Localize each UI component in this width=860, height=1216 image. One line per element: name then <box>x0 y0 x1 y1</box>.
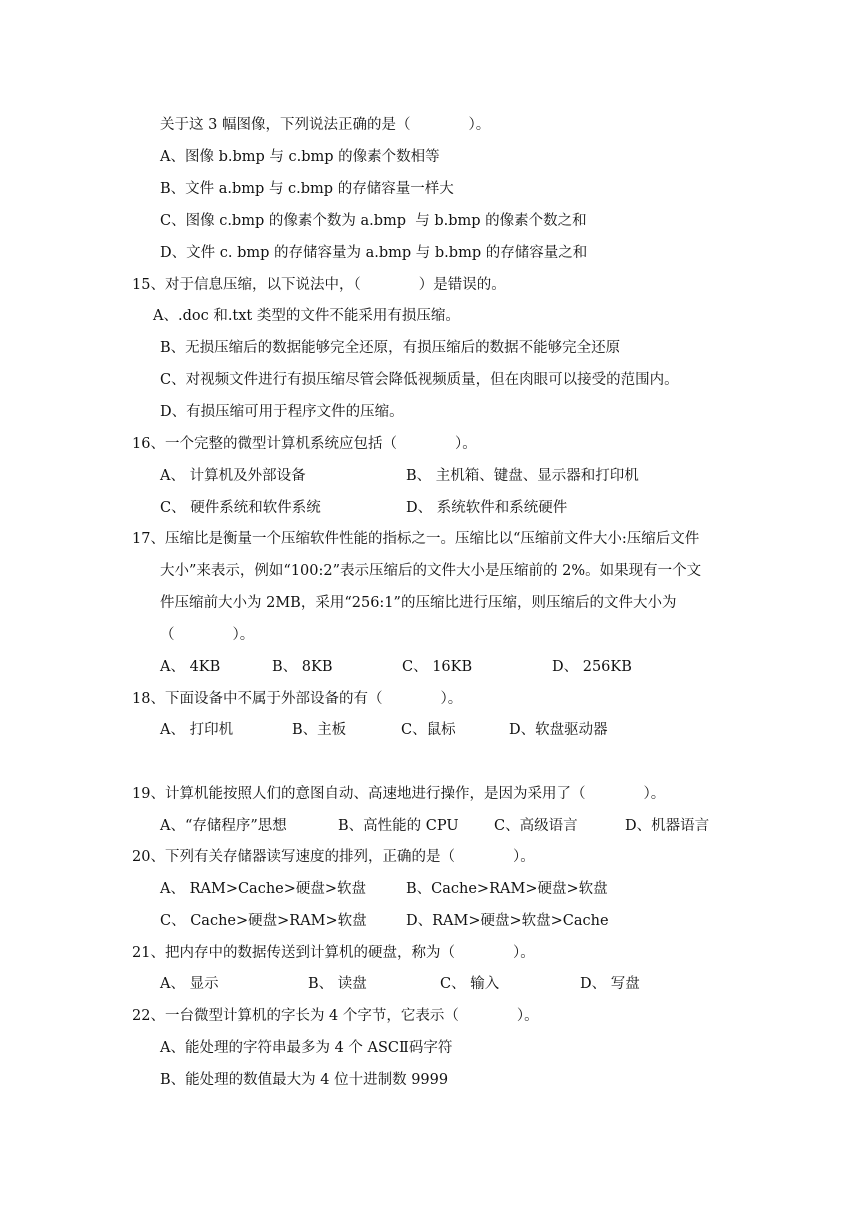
q15-option-c: C、对视频文件进行有损压缩尽管会降低视频质量，但在肉眼可以接受的范围内。 <box>160 372 679 388</box>
q20-option-b: B、Cache>RAM>硬盘>软盘 <box>406 881 608 897</box>
q15-option-b: B、无损压缩后的数据能够完全还原，有损压缩后的数据不能够完全还原 <box>160 340 621 356</box>
q18-option-a: A、 打印机 <box>160 722 234 738</box>
q18-stem: 18、下面设备中不属于外部设备的有（ ）。 <box>132 691 463 707</box>
q20-option-c: C、 Cache>硬盘>RAM>软盘 <box>160 913 367 929</box>
q17-stem-line-4: （ ）。 <box>160 627 255 643</box>
q20-stem: 20、下列有关存储器读写速度的排列，正确的是（ ）。 <box>132 849 535 865</box>
q17-stem-line-3: 件压缩前大小为 2MB，采用“256:1”的压缩比进行压缩，则压缩后的文件大小为 <box>160 595 677 611</box>
q22-stem: 22、一台微型计算机的字长为 4 个字节，它表示（ ）。 <box>132 1008 539 1024</box>
q17-option-b: B、 8KB <box>272 659 333 675</box>
q17-option-d: D、 256KB <box>552 659 632 675</box>
q22-option-a: A、能处理的字符串最多为 4 个 ASCⅡ码字符 <box>160 1040 453 1056</box>
q16-option-d: D、 系统软件和系统硬件 <box>406 500 568 516</box>
q19-option-d: D、机器语言 <box>625 818 710 834</box>
q14-option-c: C、图像 c.bmp 的像素个数为 a.bmp 与 b.bmp 的像素个数之和 <box>160 213 587 229</box>
q19-option-b: B、高性能的 CPU <box>338 818 459 834</box>
q14-option-a: A、图像 b.bmp 与 c.bmp 的像素个数相等 <box>160 149 440 165</box>
q21-option-b: B、 读盘 <box>308 976 367 992</box>
q16-stem: 16、一个完整的微型计算机系统应包括（ ）。 <box>132 436 477 452</box>
q17-stem-line-2: 大小”来表示，例如“100:2”表示压缩后的文件大小是压缩前的 2%。如果现有一个文 <box>160 563 702 579</box>
q17-option-a: A、 4KB <box>160 659 221 675</box>
q15-stem: 15、对于信息压缩，以下说法中，（ ）是错误的。 <box>132 277 506 293</box>
q17-stem-line-1: 17、压缩比是衡量一个压缩软件性能的指标之一。压缩比以“压缩前文件大小:压缩后文件 <box>132 531 700 547</box>
q18-option-c: C、鼠标 <box>401 722 456 738</box>
q21-option-d: D、 写盘 <box>580 976 640 992</box>
q16-option-b: B、 主机箱、键盘、显示器和打印机 <box>406 468 639 484</box>
q14-option-b: B、文件 a.bmp 与 c.bmp 的存储容量一样大 <box>160 181 454 197</box>
q17-option-c: C、 16KB <box>402 659 473 675</box>
q21-option-a: A、 显示 <box>160 976 219 992</box>
q18-option-d: D、软盘驱动器 <box>509 722 608 738</box>
q15-option-a: A、.doc 和.txt 类型的文件不能采用有损压缩。 <box>153 308 460 324</box>
q14-option-d: D、文件 c. bmp 的存储容量为 a.bmp 与 b.bmp 的存储容量之和 <box>160 245 588 261</box>
q20-option-d: D、RAM>硬盘>软盘>Cache <box>406 913 609 929</box>
q19-stem: 19、计算机能按照人们的意图自动、高速地进行操作，是因为采用了（ ）。 <box>132 786 666 802</box>
q16-option-c: C、 硬件系统和软件系统 <box>160 500 321 516</box>
q19-option-c: C、高级语言 <box>494 818 578 834</box>
q22-option-b: B、能处理的数值最大为 4 位十进制数 9999 <box>160 1072 449 1088</box>
q14-stem: 关于这 3 幅图像，下列说法正确的是（ ）。 <box>160 117 491 133</box>
q21-stem: 21、把内存中的数据传送到计算机的硬盘，称为（ ）。 <box>132 945 535 961</box>
q15-option-d: D、有损压缩可用于程序文件的压缩。 <box>160 404 404 420</box>
q18-option-b: B、主板 <box>292 722 347 738</box>
q19-option-a: A、“存储程序”思想 <box>160 818 287 834</box>
q16-option-a: A、 计算机及外部设备 <box>160 468 306 484</box>
q21-option-c: C、 输入 <box>440 976 500 992</box>
q20-option-a: A、 RAM>Cache>硬盘>软盘 <box>160 881 367 897</box>
